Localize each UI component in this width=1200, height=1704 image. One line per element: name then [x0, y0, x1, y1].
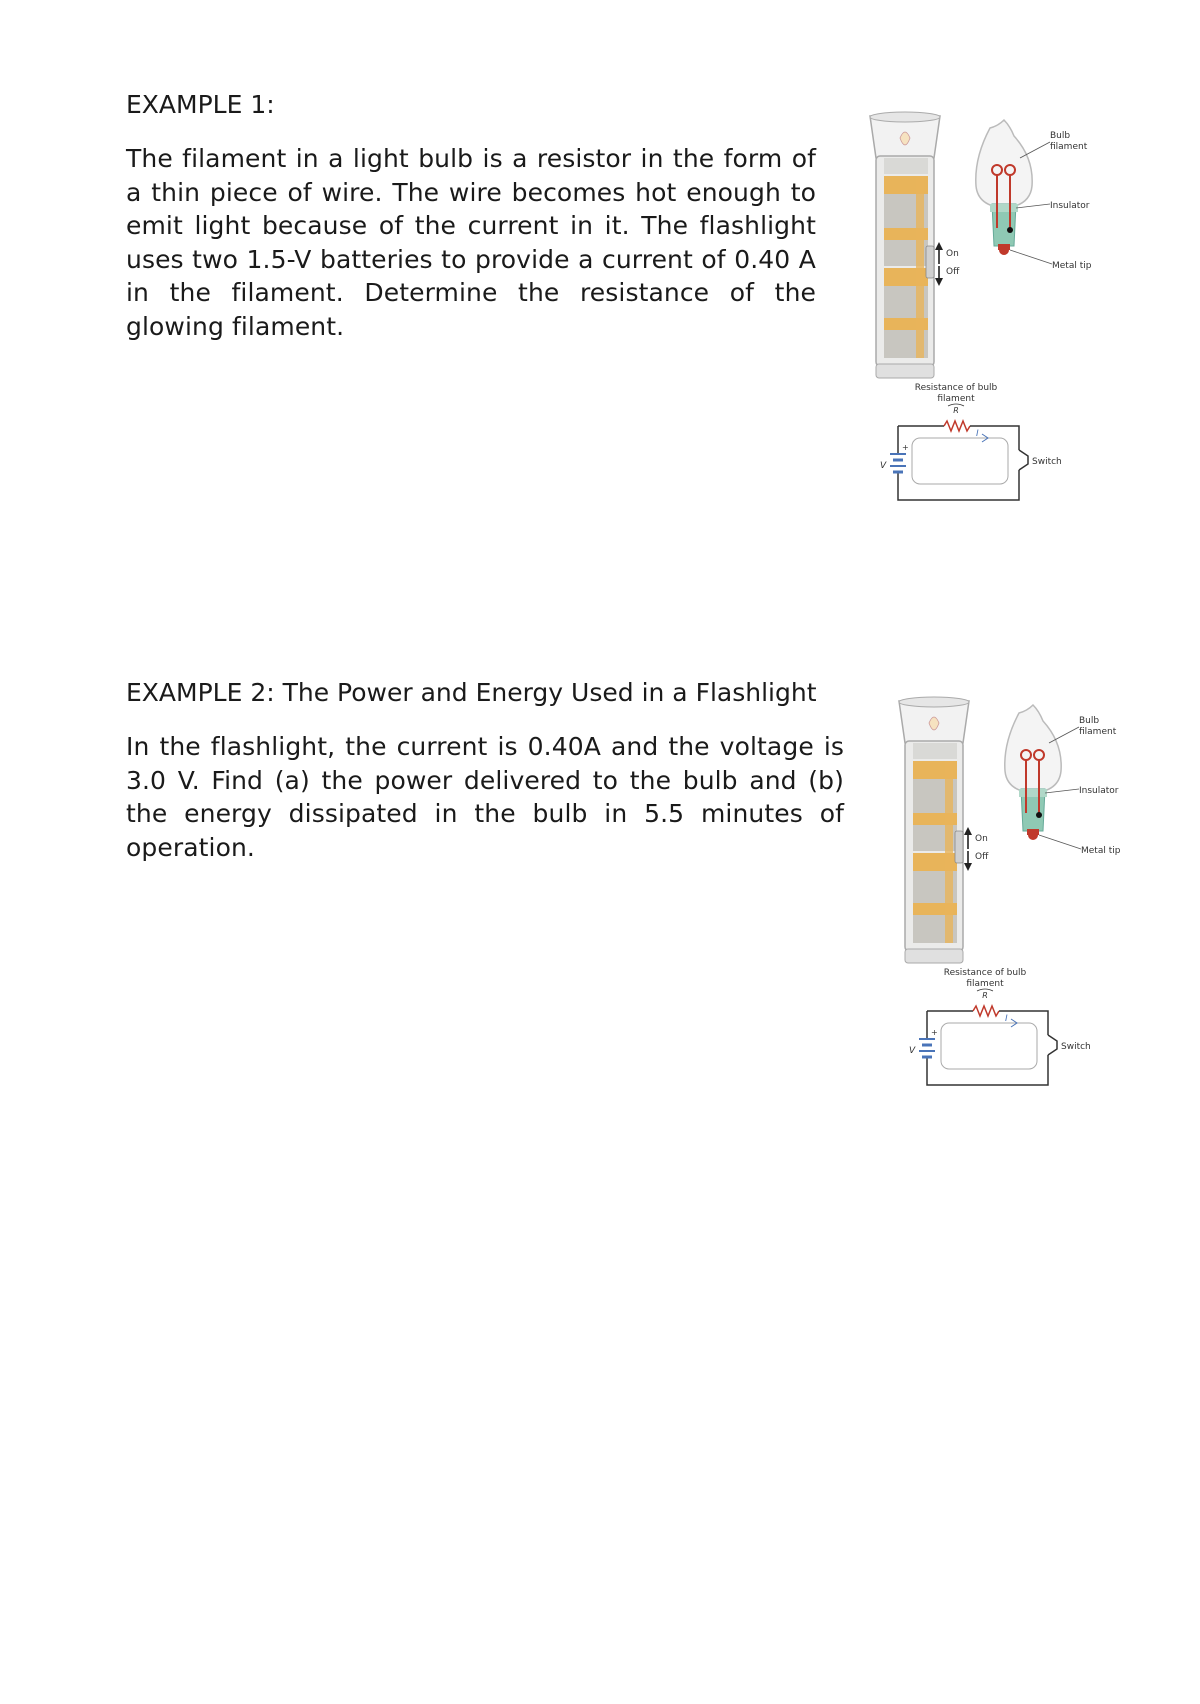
v-symbol: V	[880, 461, 887, 471]
example-2-heading: EXAMPLE 2: The Power and Energy Used in a Flashlight	[126, 678, 817, 707]
resistance-label-2: filament	[966, 979, 1004, 989]
resistance-label-1: Resistance of bulb	[914, 383, 998, 393]
insulator-label: Insulator	[1079, 786, 1119, 796]
plus-sign: +	[902, 443, 909, 452]
example-2	[126, 676, 844, 864]
resistance-label-2: filament	[937, 394, 975, 404]
flashlight-diagram	[893, 693, 1133, 1093]
switch-label: Switch	[1032, 457, 1062, 467]
circuit-schematic	[909, 968, 1091, 1085]
metal-tip-label: Metal tip	[1052, 261, 1092, 271]
example-1-body: The filament in a light bulb is a resistor in the form of a thin piece of wire. The wire becomes hot enough to emit light because of the current in it. The flashlight uses two 1.5-V batteries to provide a current of 0.40 A in the filament. Determine the resistance of the glowing filament.	[126, 144, 816, 341]
filament-label: filament	[1050, 142, 1088, 152]
plus-sign: +	[931, 1028, 938, 1037]
bulb-illustration	[976, 120, 1092, 271]
r-symbol: R	[982, 991, 988, 1000]
example-2-figure	[893, 693, 1133, 1093]
on-label: On	[975, 834, 988, 844]
v-symbol: V	[909, 1046, 916, 1056]
example-2-body: In the flashlight, the current is 0.40A and the voltage is 3.0 V. Find (a) the power delivered to the bulb and (b) the energy dissipated in the bulb in 5.5 minutes of operation.	[126, 732, 844, 862]
off-label: Off	[946, 267, 960, 277]
bulb-label: Bulb	[1050, 131, 1071, 141]
r-symbol: R	[953, 406, 959, 415]
i-symbol: I	[1005, 1014, 1008, 1024]
resistance-label-1: Resistance of bulb	[943, 968, 1027, 978]
switch-label: Switch	[1061, 1042, 1091, 1052]
filament-label: filament	[1079, 727, 1117, 737]
on-label: On	[946, 249, 959, 259]
insulator-label: Insulator	[1050, 201, 1090, 211]
example-1-heading: EXAMPLE 1:	[126, 90, 275, 119]
metal-tip-label: Metal tip	[1081, 846, 1121, 856]
example-1-figure	[864, 108, 1104, 508]
off-label: Off	[975, 852, 989, 862]
example-1	[126, 88, 816, 343]
i-symbol: I	[976, 429, 979, 439]
flashlight-illustration	[870, 112, 960, 378]
flashlight-illustration	[899, 697, 989, 963]
bulb-illustration	[1005, 705, 1121, 856]
circuit-schematic	[880, 383, 1062, 500]
bulb-label: Bulb	[1079, 716, 1100, 726]
flashlight-diagram	[864, 108, 1104, 508]
